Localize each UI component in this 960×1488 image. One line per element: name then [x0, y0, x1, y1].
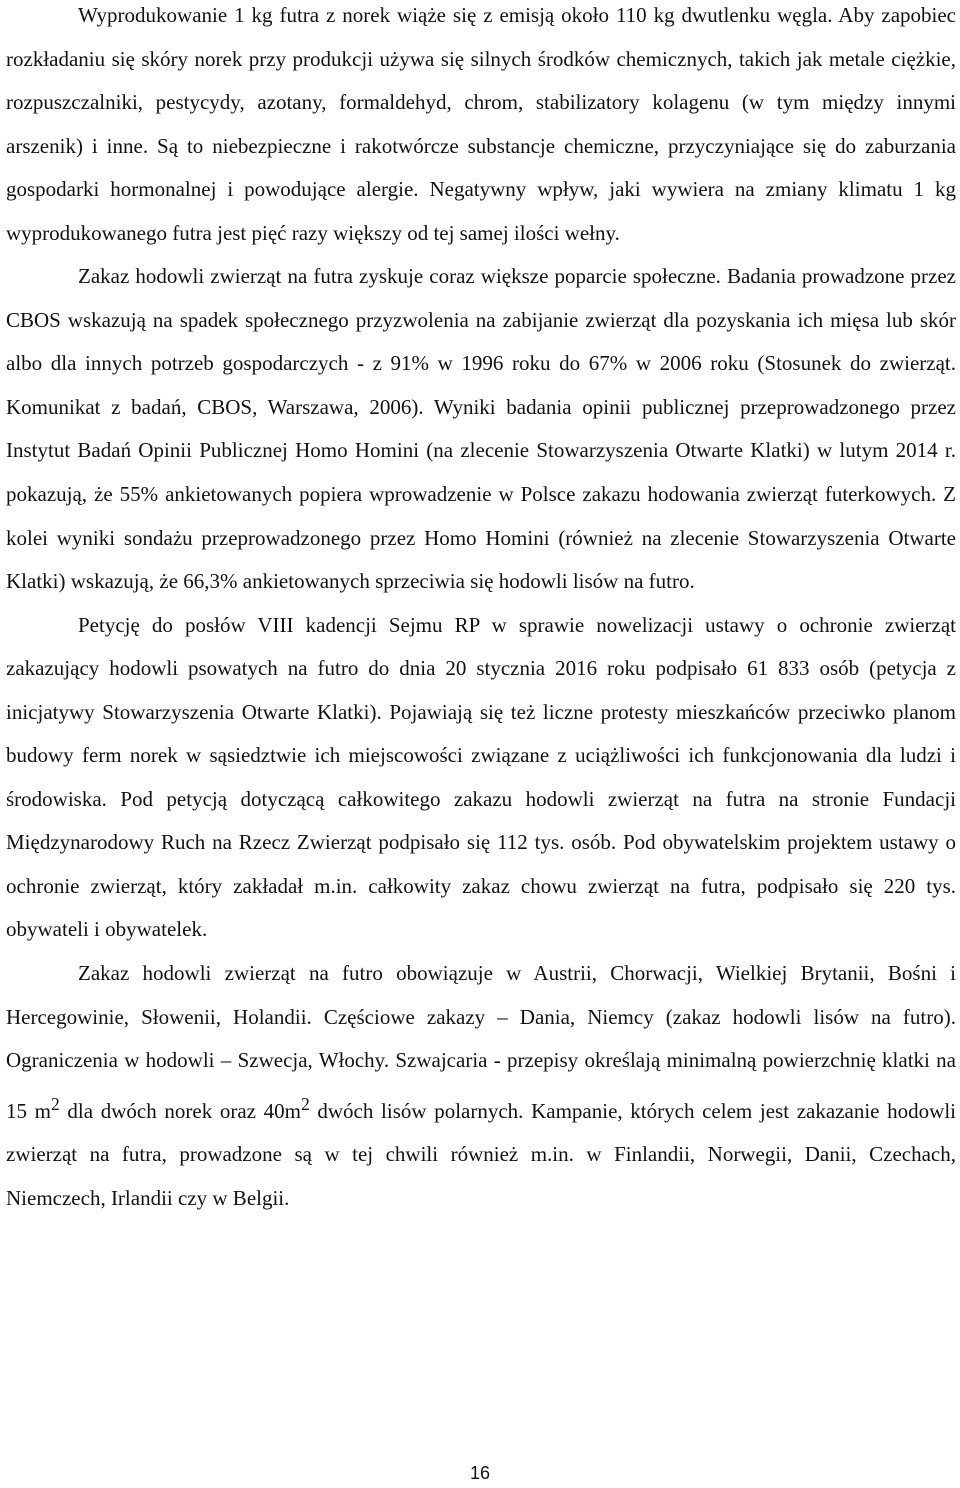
- paragraph-country-bans-part1: Zakaz hodowli zwierząt na futro obowiązuje w Austrii, Chorwacji, Wielkiej Brytanii, Bośni i Hercegowinie, Słowenii, Holandii. Częściowe zakazy – Dania, Niemcy (zakaz hodowli lisów na futro). Ograniczenia w hodowli – Szwecja, Włochy. Szwajcaria - przepisy określają minimalną powierzchnię klatki na 15 m: [6, 961, 956, 1123]
- paragraph-country-bans-part2: dla dwóch norek oraz 40m: [59, 1098, 301, 1123]
- paragraph-petitions: Petycję do posłów VIII kadencji Sejmu RP w sprawie nowelizacji ustawy o ochronie zwierząt zakazujący hodowli psowatych na futro do dnia 20 stycznia 2016 roku podpisało 61 833 osób (petycja z inicjatywy Stowarzyszenia Otwarte Klatki). Pojawiają się też liczne protesty mieszkańców przeciwko planom budowy ferm norek w sąsiedztwie ich miejscowości związane z uciążliwości ich funkcjonowania dla ludzi i środowiska. Pod petycją dotyczącą całkowitego zakazu hodowli zwierząt na futra na stronie Fundacji Międzynarodowy Ruch na Rzecz Zwierząt podpisało się 112 tys. osób. Pod obywatelskim projektem ustawy o ochronie zwierząt, który zakładał m.in. całkowity zakaz chowu zwierząt na futra, podpisało się 220 tys. obywateli i obywatelek.: [6, 612, 956, 942]
- paragraph-public-support: Zakaz hodowli zwierząt na futra zyskuje coraz większe poparcie społeczne. Badania prowadzone przez CBOS wskazują na spadek społecznego przyzwolenia na zabijanie zwierząt dla pozyskania ich mięsa lub skór albo dla innych potrzeb gospodarczych - z 91% w 1996 roku do 67% w 2006 roku (Stosunek do zwierząt. Komunikat z badań, CBOS, Warszawa, 2006). Wyniki badania opinii publicznej przeprowadzonego przez Instytut Badań Opinii Publicznej Homo Homini (na zlecenie Stowarzyszenia Otwarte Klatki) w lutym 2014 r. pokazują, że 55% ankietowanych popiera wprowadzenie w Polsce zakazu hodowania zwierząt futerkowych. Z kolei wyniki sondażu przeprowadzonego przez Homo Homini (również na zlecenie Stowarzyszenia Otwarte Klatki) wskazują, że 66,3% ankietowanych sprzeciwia się hodowli lisów na futro.: [6, 264, 956, 594]
- paragraph-fur-emissions: Wyprodukowanie 1 kg futra z norek wiąże się z emisją około 110 kg dwutlenku węgla. Aby zapobiec rozkładaniu się skóry norek przy produkcji używa się silnych środków chemicznych, takich jak metale ciężkie, rozpuszczalniki, pestycydy, azotany, formaldehyd, chrom, stabilizatory kolagenu (w tym między innymi arszenik) i inne. Są to niebezpieczne i rakotwórcze substancje chemiczne, przyczyniające się do zaburzania gospodarki hormonalnej i powodujące alergie. Negatywny wpływ, jaki wywiera na zmiany klimatu 1 kg wyprodukowanego futra jest pięć razy większy od tej samej ilości wełny.: [6, 3, 956, 245]
- superscript-squared: 2: [300, 1093, 310, 1114]
- superscript-squared: 2: [51, 1093, 60, 1114]
- page-number: 16: [469, 1463, 491, 1483]
- paragraph-country-bans: [6, 952, 956, 1220]
- paragraph-country-bans-part3: dwóch lisów polarnych. Kampanie, których celem jest zakazanie hodowli zwierząt na futra, prowadzone są w tej chwili również m.in. w Finlandii, Norwegii, Danii, Czechach, Niemczech, Irlandii czy w Belgii.: [6, 1098, 956, 1210]
- body-text: [6, 0, 956, 1220]
